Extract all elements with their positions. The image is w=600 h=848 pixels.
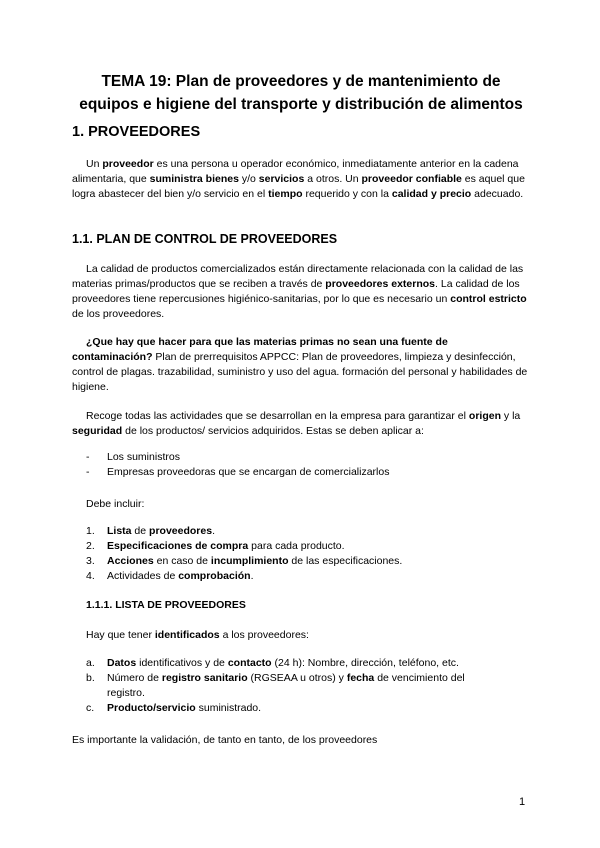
list-item (86, 701, 487, 716)
text-run: de las especificaciones. (288, 555, 403, 567)
list-item (86, 450, 487, 465)
bold-text: fecha (346, 672, 375, 684)
section-heading-proveedores: 1. PROVEEDORES (72, 124, 201, 140)
section-heading-plan-control: 1.1. PLAN DE CONTROL DE PROVEEDORES (72, 232, 338, 246)
text-run: es una persona u operador económico, inmediatamente anterior en la cadena alimentaria, que (72, 158, 519, 185)
list-item (86, 569, 487, 584)
bold-text: Datos (107, 657, 137, 669)
list-item-text (107, 702, 261, 714)
bold-text: Producto/servicio (107, 702, 196, 714)
text-run: La calidad de productos comercializados están directamente relacionada con la calidad de las materias primas/productos que se reciben a través de (72, 263, 524, 290)
bold-text: origen (468, 410, 501, 422)
list-item-text (107, 657, 459, 669)
list-marker: c. (86, 702, 95, 714)
debe-incluir-label: Debe incluir: (86, 498, 145, 510)
list-marker: - (86, 466, 90, 478)
section-heading-lista-proveedores: 1.1.1. LISTA DE PROVEEDORES (86, 599, 246, 611)
list-item-text (107, 555, 402, 567)
paragraph-calidad (72, 262, 530, 322)
text-run: Un (86, 158, 103, 170)
bold-text: proveedores (149, 525, 213, 537)
text-run: de los productos/ servicios adquiridos. Estas se deben aplicar a: (122, 425, 424, 437)
list-item (86, 656, 487, 671)
text-run: Actividades de (107, 570, 179, 582)
text-run: Plan de prerrequisitos APPCC: Plan de proveedores, limpieza y desinfección, control de plagas. trazabilidad, suministro y uso del agua. formación del personal y habilidades de higiene. (72, 351, 528, 393)
list-item-text (107, 451, 180, 463)
list-item (86, 465, 487, 480)
paragraph-proveedor-definition (72, 157, 530, 202)
text-run: identificativos y de (136, 657, 228, 669)
title-line-1: TEMA 19: Plan de proveedores y de mantenimiento de (101, 73, 501, 90)
text-run: y/o (238, 173, 259, 185)
text-run: de los proveedores. (72, 308, 165, 320)
list-marker: a. (86, 657, 95, 669)
page-number: 1 (519, 796, 526, 808)
text-run: de vencimiento del registro. (107, 672, 465, 699)
list-marker: - (86, 451, 90, 463)
bold-text: proveedor (102, 158, 154, 170)
text-run: para cada producto. (248, 540, 345, 552)
bold-text: Acciones (107, 555, 154, 567)
list-marker: 4. (86, 570, 95, 582)
bold-text: servicios (258, 173, 305, 185)
text-run: (RGSEAA u otros) y (247, 672, 347, 684)
list-item-text (107, 570, 253, 582)
text-run: de (131, 525, 150, 537)
text-run: Los suministros (107, 451, 180, 463)
bold-text: contacto (227, 657, 272, 669)
text-run: y la (501, 410, 521, 422)
text-run: adecuado. (471, 188, 524, 200)
dash-list (86, 450, 487, 480)
text-run: en caso de (153, 555, 211, 567)
list-item (86, 554, 487, 569)
text-run: Empresas proveedoras que se encargan de comercializarlos (107, 466, 390, 478)
text-run: Número de (107, 672, 162, 684)
text-run: . (212, 525, 215, 537)
letter-list (86, 656, 487, 716)
text-run: . La calidad de los proveedores tiene repercusiones higiénico-sanitarias, por lo que es necesario un (72, 278, 520, 305)
bold-text: proveedores externos (325, 278, 436, 290)
bold-text: tiempo (268, 188, 303, 200)
list-item-text (107, 540, 345, 552)
text-run: Hay que tener (86, 629, 155, 641)
list-marker: 3. (86, 555, 95, 567)
bold-text: proveedor confiable (361, 173, 462, 185)
bold-text: comprobación (178, 570, 251, 582)
bold-text: identificados (154, 629, 220, 641)
text-run: suministrado. (195, 702, 262, 714)
paragraph-actividades (72, 409, 530, 439)
list-item (86, 539, 487, 554)
list-item (86, 524, 487, 539)
bold-text: control estricto (450, 293, 527, 305)
text-run: a otros. Un (304, 173, 362, 185)
title-line-2: equipos e higiene del transporte y distribución de alimentos (79, 96, 523, 113)
document-title (72, 70, 530, 116)
list-item (86, 671, 487, 701)
paragraph-materias-primas (72, 335, 530, 395)
bold-text: calidad y precio (391, 188, 472, 200)
list-marker: 2. (86, 540, 95, 552)
paragraph-identificados (72, 628, 530, 643)
text-run: requerido y con la (302, 188, 392, 200)
bold-text: Especificaciones de compra (107, 540, 249, 552)
text-run: (24 h): Nombre, dirección, teléfono, etc. (271, 657, 459, 669)
paragraph-validacion: Es importante la validación, de tanto en tanto, de los proveedores (72, 734, 378, 746)
list-item-text (107, 525, 215, 537)
bold-text: registro sanitario (161, 672, 248, 684)
bold-text: ¿Que hay que hacer para que las materias primas no sean una fuente de contaminación? (72, 336, 448, 363)
bold-text: seguridad (72, 425, 123, 437)
list-marker: b. (86, 672, 95, 684)
text-run: . (250, 570, 254, 582)
bold-text: Lista (107, 525, 132, 537)
numbered-list (86, 524, 487, 584)
text-run: es aquel que logra abastecer del bien y/o servicio en el (72, 173, 525, 200)
list-item-text (107, 672, 465, 699)
list-item-text (107, 466, 389, 478)
text-run: Recoge todas las actividades que se desarrollan en la empresa para garantizar el (86, 410, 469, 422)
text-run: a los proveedores: (219, 629, 309, 641)
list-marker: 1. (86, 525, 95, 537)
bold-text: incumplimiento (210, 555, 289, 567)
bold-text: suministra bienes (149, 173, 239, 185)
